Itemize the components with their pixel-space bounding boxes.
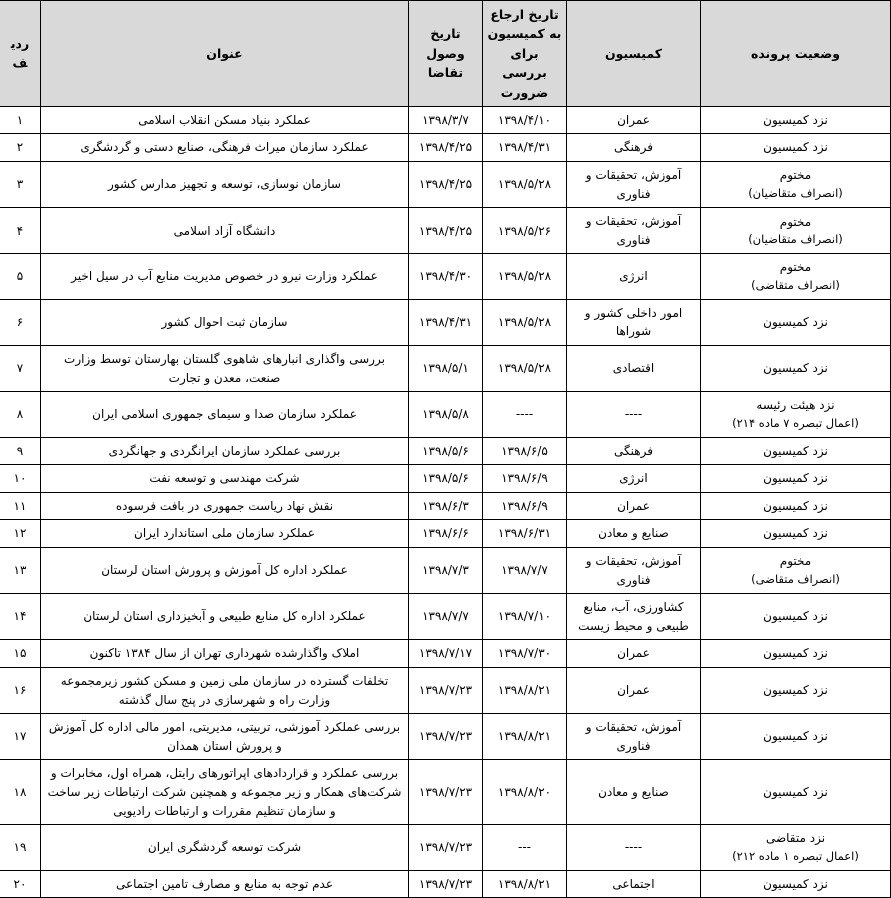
referral-date-text: ۱۳۹۸/۸/۲۱ (497, 683, 552, 698)
cell-commission (567, 492, 701, 520)
title-text: عملکرد بنیاد مسکن انقلاب اسلامی (138, 112, 311, 127)
cell-row-number (0, 520, 41, 548)
cell-commission (567, 825, 701, 870)
referral-date-text: ۱۳۹۸/۸/۲۱ (497, 876, 552, 891)
row-number-text: ۸ (16, 407, 24, 422)
cell-row-number (0, 162, 41, 208)
title-text: بررسی عملکرد و قراردادهای اپراتورهای رایتل، همراه اول، مخابرات و شرکت‌های همکار و زیر مجموعه و همچنین شرکت ارتباطات زیر ساخت و سازمان تنظیم مقررات و ارتباطات رادیویی (47, 766, 402, 818)
cell-title (41, 492, 409, 520)
cell-case-status (701, 594, 891, 640)
case-status-text: نزد کمیسیون (763, 876, 828, 891)
cell-title (41, 392, 409, 437)
cell-title (41, 520, 409, 548)
cell-referral-date (483, 825, 567, 870)
row-number-text: ۶ (16, 315, 24, 330)
cell-commission (567, 465, 701, 493)
title-text: نقش نهاد ریاست جمهوری در بافت فرسوده (115, 498, 334, 513)
cell-case-status (701, 714, 891, 760)
cell-row-number (0, 134, 41, 162)
commission-text: انرژی (619, 471, 648, 486)
cell-case-status (701, 106, 891, 134)
referral-date-text: ۱۳۹۸/۵/۲۸ (497, 269, 552, 284)
case-status-note: (انصراف متقاضیان) (748, 232, 843, 247)
cell-row-number (0, 437, 41, 465)
receipt-date-text: ۱۳۹۸/۵/۸ (422, 407, 469, 422)
row-number-text: ۱ (16, 112, 24, 127)
receipt-date-text: ۱۳۹۸/۳/۷ (422, 112, 469, 127)
title-text: عملکرد سازمان ملی استاندارد ایران (134, 526, 315, 541)
cell-receipt-date (409, 870, 483, 898)
table-header-row (0, 1, 891, 107)
cell-referral-date (483, 492, 567, 520)
cell-receipt-date (409, 594, 483, 640)
row-number-text: ۲۰ (13, 876, 27, 891)
receipt-date-text: ۱۳۹۸/۵/۱ (422, 361, 469, 376)
cell-referral-date (483, 208, 567, 254)
row-number-text: ۲ (16, 140, 24, 155)
referral-date-text: ۱۳۹۸/۶/۵ (501, 443, 548, 458)
cell-commission (567, 548, 701, 594)
cell-commission (567, 162, 701, 208)
cell-referral-date (483, 392, 567, 437)
column-header-row-number (0, 1, 41, 107)
commission-text: عمران (617, 683, 650, 698)
cell-row-number (0, 870, 41, 898)
referral-date-text: ۱۳۹۸/۴/۳۱ (497, 140, 552, 155)
referral-date-text: ۱۳۹۸/۷/۳۰ (497, 646, 552, 661)
title-text: عملکرد سازمان صدا و سیمای جمهوری اسلامی ایران (92, 407, 357, 422)
cell-commission (567, 346, 701, 392)
row-number-text: ۵ (16, 269, 24, 284)
receipt-date-text: ۱۳۹۸/۴/۲۵ (418, 177, 473, 192)
column-header-commission-label: کمیسیون (604, 45, 663, 61)
table-row (0, 594, 891, 640)
cell-commission (567, 594, 701, 640)
commission-text: عمران (617, 646, 650, 661)
cell-title (41, 548, 409, 594)
cell-receipt-date (409, 667, 483, 713)
table-row (0, 106, 891, 134)
cell-commission (567, 437, 701, 465)
cell-case-status (701, 760, 891, 825)
commission-text: اقتصادی (612, 361, 655, 376)
receipt-date-text: ۱۳۹۸/۵/۶ (422, 471, 469, 486)
column-header-case-status (701, 1, 891, 107)
cell-case-status (701, 299, 891, 345)
case-status-text: نزد کمیسیون (763, 361, 828, 376)
row-number-text: ۴ (16, 223, 24, 238)
title-text: عدم توجه به منابع و مصارف تامین اجتماعی (115, 876, 333, 891)
receipt-date-text: ۱۳۹۸/۴/۳۱ (418, 315, 473, 330)
cell-receipt-date (409, 548, 483, 594)
column-header-case-status-label: وضعیت پرونده (750, 45, 841, 61)
cell-receipt-date (409, 392, 483, 437)
cell-referral-date (483, 134, 567, 162)
column-header-referral-date-line1: تاریخ ارجاع (490, 7, 559, 22)
cell-case-status (701, 162, 891, 208)
cell-receipt-date (409, 640, 483, 668)
cell-referral-date (483, 870, 567, 898)
referral-date-text: ۱۳۹۸/۶/۳۱ (497, 526, 552, 541)
cell-row-number (0, 208, 41, 254)
cell-referral-date (483, 465, 567, 493)
commission-text: امور داخلی کشور و شوراها (584, 305, 683, 339)
cell-referral-date (483, 106, 567, 134)
cell-title (41, 640, 409, 668)
cell-referral-date (483, 437, 567, 465)
table-row (0, 640, 891, 668)
row-number-text: ۱۹ (13, 840, 27, 855)
cell-row-number (0, 392, 41, 437)
referral-date-text: --- (518, 840, 531, 855)
case-status-text: نزد کمیسیون (763, 315, 828, 330)
receipt-date-text: ۱۳۹۸/۷/۲۳ (418, 729, 473, 744)
row-number-text: ۱۸ (13, 784, 27, 799)
cell-receipt-date (409, 437, 483, 465)
cell-case-status (701, 825, 891, 870)
receipt-date-text: ۱۳۹۸/۵/۶ (422, 443, 469, 458)
case-status-text: نزد هیئت رئیسه (756, 398, 835, 413)
title-text: سازمان ثبت احوال کشور (161, 315, 288, 330)
table-body (0, 106, 891, 897)
row-number-text: ۱۳ (13, 563, 27, 578)
table-row (0, 760, 891, 825)
case-status-text: نزد کمیسیون (763, 140, 828, 155)
column-header-referral-date-line3: برای بررسی (502, 45, 547, 81)
case-status-text: نزد کمیسیون (763, 609, 828, 624)
receipt-date-text: ۱۳۹۸/۷/۲۳ (418, 876, 473, 891)
cell-referral-date (483, 520, 567, 548)
case-status-text: نزد متقاضی (765, 831, 826, 846)
row-number-text: ۹ (16, 443, 24, 458)
column-header-receipt-date (409, 1, 483, 107)
cell-case-status (701, 437, 891, 465)
commission-text: عمران (617, 112, 650, 127)
receipt-date-text: ۱۳۹۸/۷/۳ (422, 563, 469, 578)
cell-receipt-date (409, 254, 483, 299)
cell-title (41, 465, 409, 493)
receipt-date-text: ۱۳۹۸/۷/۲۳ (418, 784, 473, 799)
table-row (0, 299, 891, 345)
commission-text: ---- (624, 840, 643, 855)
row-number-text: ۱۵ (13, 646, 27, 661)
cell-receipt-date (409, 714, 483, 760)
case-status-text: مختوم (779, 554, 812, 569)
cell-referral-date (483, 299, 567, 345)
row-number-text: ۳ (16, 177, 24, 192)
cell-title (41, 254, 409, 299)
row-number-text: ۱۶ (13, 683, 27, 698)
case-status-note: (انصراف متقاضی) (751, 278, 840, 293)
cell-receipt-date (409, 134, 483, 162)
cell-referral-date (483, 760, 567, 825)
case-status-text: نزد کمیسیون (763, 683, 828, 698)
row-number-text: ۱۲ (13, 526, 27, 541)
receipt-date-text: ۱۳۹۸/۶/۶ (422, 526, 469, 541)
cell-title (41, 162, 409, 208)
receipt-date-text: ۱۳۹۸/۶/۳ (422, 498, 469, 513)
row-number-text: ۷ (16, 361, 24, 376)
cell-title (41, 760, 409, 825)
cell-title (41, 134, 409, 162)
cell-referral-date (483, 254, 567, 299)
case-status-note: (انصراف متقاضیان) (748, 186, 843, 201)
cell-case-status (701, 492, 891, 520)
table-header (0, 1, 891, 107)
table-row (0, 254, 891, 299)
referral-date-text: ۱۳۹۸/۸/۲۱ (497, 729, 552, 744)
title-text: عملکرد سازمان میراث فرهنگی، صنایع دستی و گردشگری (80, 140, 369, 155)
cell-row-number (0, 492, 41, 520)
table-row (0, 667, 891, 713)
cell-receipt-date (409, 208, 483, 254)
referral-date-text: ۱۳۹۸/۵/۲۶ (497, 223, 552, 238)
commission-text: انرژی (619, 269, 648, 284)
cell-row-number (0, 640, 41, 668)
cell-receipt-date (409, 520, 483, 548)
cell-case-status (701, 392, 891, 437)
case-status-text: نزد کمیسیون (763, 784, 828, 799)
table-row (0, 714, 891, 760)
commission-text: اجتماعی (612, 876, 655, 891)
title-text: بررسی واگذاری انبارهای شاهوی گلستان بهارستان توسط وزارت صنعت، معدن و تجارت (64, 352, 385, 385)
commission-text: آموزش، تحقیقات و فناوری (585, 720, 682, 753)
cell-title (41, 106, 409, 134)
commission-text: کشاورزی، آب، منابع طبیعی و محیط زیست (578, 600, 689, 633)
title-text: تخلفات گسترده در سازمان ملی زمین و مسکن کشور زیرمجموعه وزارت راه و شهرسازی در پنج سال گذشته (60, 673, 389, 707)
cell-receipt-date (409, 106, 483, 134)
table-row (0, 208, 891, 254)
column-header-referral-date-line2: به کمیسیون (487, 26, 562, 42)
title-text: بررسی عملکرد سازمان ایرانگردی و جهانگردی (108, 443, 341, 458)
cell-commission (567, 134, 701, 162)
cell-commission (567, 870, 701, 898)
case-status-text: نزد کمیسیون (763, 112, 828, 127)
cell-commission (567, 299, 701, 345)
cell-receipt-date (409, 825, 483, 870)
cell-row-number (0, 346, 41, 392)
table-row (0, 520, 891, 548)
case-status-note: (اعمال تبصره ۱ ماده ۲۱۲) (732, 848, 859, 863)
title-text: عملکرد اداره کل آموزش و پرورش استان لرستان (101, 563, 348, 578)
cell-receipt-date (409, 492, 483, 520)
cell-case-status (701, 346, 891, 392)
case-status-text: نزد کمیسیون (763, 729, 828, 744)
receipt-date-text: ۱۳۹۸/۷/۷ (422, 609, 469, 624)
column-header-receipt-date-line2: وصول تقاضا (426, 45, 465, 81)
title-text: دانشگاه آزاد اسلامی (173, 223, 276, 238)
row-number-text: ۱۱ (13, 498, 27, 513)
cell-case-status (701, 870, 891, 898)
referral-date-text: ۱۳۹۸/۶/۹ (501, 471, 548, 486)
cell-row-number (0, 465, 41, 493)
cell-referral-date (483, 162, 567, 208)
cell-title (41, 714, 409, 760)
cell-title (41, 299, 409, 345)
commission-text: آموزش، تحقیقات و فناوری (585, 168, 682, 201)
referral-date-text: ۱۳۹۸/۵/۲۸ (497, 315, 552, 330)
cell-case-status (701, 208, 891, 254)
cell-row-number (0, 760, 41, 825)
column-header-referral-date (483, 1, 567, 107)
cell-receipt-date (409, 465, 483, 493)
cell-row-number (0, 299, 41, 345)
cell-commission (567, 254, 701, 299)
title-text: عملکرد وزارت نیرو در خصوص مدیریت منابع آب در سیل اخیر (71, 269, 378, 284)
cell-title (41, 208, 409, 254)
cell-receipt-date (409, 162, 483, 208)
column-header-receipt-date-line1: تاریخ (430, 26, 461, 42)
case-status-text: نزد کمیسیون (763, 526, 828, 541)
referral-date-text: ۱۳۹۸/۵/۲۸ (497, 361, 552, 376)
referral-date-text: ۱۳۹۸/۶/۹ (501, 498, 548, 513)
referral-date-text: ۱۳۹۸/۴/۱۰ (497, 112, 552, 127)
cell-row-number (0, 254, 41, 299)
referral-date-text: ۱۳۹۸/۵/۲۸ (497, 177, 552, 192)
title-text: بررسی عملکرد آموزشی، تربیتی، مدیریتی، امور مالی اداره کل آموزش و پرورش استان همدان (48, 720, 401, 753)
case-status-text: نزد کمیسیون (763, 498, 828, 513)
cell-commission (567, 760, 701, 825)
table-row (0, 162, 891, 208)
cell-title (41, 437, 409, 465)
cell-case-status (701, 667, 891, 713)
table-row (0, 548, 891, 594)
table-row (0, 870, 891, 898)
cell-commission (567, 106, 701, 134)
title-text: شرکت توسعه گردشگری ایران (147, 840, 302, 855)
table-row (0, 346, 891, 392)
case-status-note: (انصراف متقاضی) (751, 571, 840, 586)
cell-title (41, 825, 409, 870)
title-text: عملکرد اداره کل منابع طبیعی و آبخیزداری استان لرستان (83, 609, 366, 624)
cell-case-status (701, 548, 891, 594)
cell-case-status (701, 254, 891, 299)
cell-referral-date (483, 346, 567, 392)
table-row (0, 437, 891, 465)
case-status-text: نزد کمیسیون (763, 646, 828, 661)
commission-text: آموزش، تحقیقات و فناوری (585, 554, 682, 587)
column-header-referral-date-line4: ضرورت (500, 84, 549, 100)
cell-row-number (0, 714, 41, 760)
commission-text: فرهنگی (614, 443, 653, 458)
row-number-text: ۱۴ (13, 609, 27, 624)
cell-row-number (0, 548, 41, 594)
referral-date-text: ---- (515, 407, 534, 422)
case-status-text: مختوم (779, 260, 812, 275)
receipt-date-text: ۱۳۹۸/۷/۲۳ (418, 683, 473, 698)
cell-title (41, 594, 409, 640)
row-number-text: ۱۰ (13, 471, 27, 486)
cell-case-status (701, 134, 891, 162)
cell-commission (567, 640, 701, 668)
case-status-text: نزد کمیسیون (763, 443, 828, 458)
column-header-commission (567, 1, 701, 107)
table-row (0, 134, 891, 162)
receipt-date-text: ۱۳۹۸/۷/۱۷ (418, 646, 473, 661)
title-text: سازمان نوسازی، توسعه و تجهیز مدارس کشور (108, 177, 341, 192)
cell-referral-date (483, 667, 567, 713)
table-row (0, 492, 891, 520)
cell-commission (567, 392, 701, 437)
table-row (0, 465, 891, 493)
case-status-text: مختوم (779, 168, 812, 183)
cell-title (41, 667, 409, 713)
cell-referral-date (483, 714, 567, 760)
referral-date-text: ۱۳۹۸/۷/۱۰ (497, 609, 552, 624)
receipt-date-text: ۱۳۹۸/۴/۲۵ (418, 223, 473, 238)
cell-referral-date (483, 640, 567, 668)
receipt-date-text: ۱۳۹۸/۴/۲۵ (418, 140, 473, 155)
referral-date-text: ۱۳۹۸/۸/۲۰ (497, 784, 552, 799)
commission-text: صنایع و معادن (598, 526, 669, 541)
cell-row-number (0, 825, 41, 870)
cell-referral-date (483, 548, 567, 594)
commission-text: ---- (624, 407, 643, 422)
commission-text: صنایع و معادن (598, 784, 669, 799)
cell-receipt-date (409, 299, 483, 345)
cell-commission (567, 520, 701, 548)
cell-commission (567, 714, 701, 760)
table-row (0, 392, 891, 437)
cell-referral-date (483, 594, 567, 640)
cell-row-number (0, 667, 41, 713)
commission-text: عمران (617, 498, 650, 513)
cell-title (41, 870, 409, 898)
cell-row-number (0, 594, 41, 640)
receipt-date-text: ۱۳۹۸/۴/۳۰ (418, 269, 473, 284)
cell-receipt-date (409, 760, 483, 825)
cell-title (41, 346, 409, 392)
receipt-date-text: ۱۳۹۸/۷/۲۳ (418, 840, 473, 855)
title-text: املاک واگذارشده شهرداری تهران از سال ۱۳۸۴ تاکنون (89, 646, 360, 661)
column-header-row-number-label: ردیف (10, 36, 30, 71)
title-text: شرکت مهندسی و توسعه نفت (149, 471, 300, 486)
case-status-text: نزد کمیسیون (763, 471, 828, 486)
case-status-note: (اعمال تبصره ۷ ماده ۲۱۴) (732, 415, 859, 430)
commission-text: فرهنگی (614, 140, 653, 155)
referral-date-text: ۱۳۹۸/۷/۷ (501, 563, 548, 578)
cell-case-status (701, 640, 891, 668)
table-row (0, 825, 891, 870)
cell-case-status (701, 465, 891, 493)
column-header-title (41, 1, 409, 107)
cell-commission (567, 208, 701, 254)
cell-case-status (701, 520, 891, 548)
column-header-title-label: عنوان (206, 45, 243, 61)
case-status-text: مختوم (779, 214, 812, 229)
cell-row-number (0, 106, 41, 134)
commission-text: آموزش، تحقیقات و فناوری (585, 214, 682, 247)
cell-receipt-date (409, 346, 483, 392)
cell-commission (567, 667, 701, 713)
row-number-text: ۱۷ (13, 729, 27, 744)
